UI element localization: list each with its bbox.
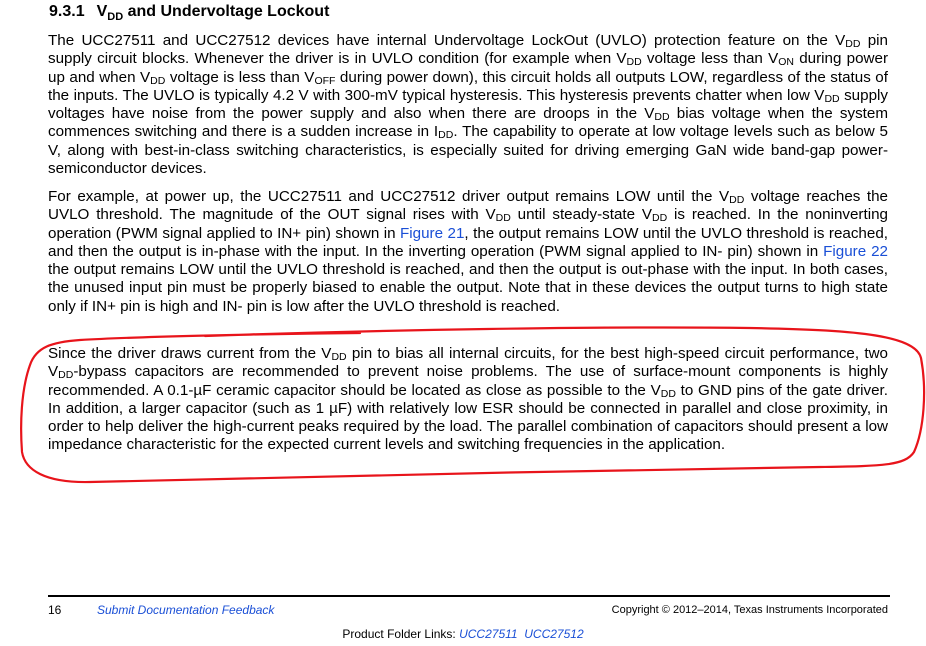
section-number: 9.3.1 — [49, 3, 85, 20]
page-number: 16 — [48, 603, 62, 617]
ucc27511-link[interactable]: UCC27511 — [459, 627, 518, 641]
copyright-notice: Copyright © 2012–2014, Texas Instruments Incorporated — [611, 604, 888, 616]
figure-22-link[interactable]: Figure 22 — [823, 242, 888, 260]
figure-21-link[interactable]: Figure 21 — [400, 224, 465, 242]
paragraph-uvlo-description: The UCC27511 and UCC27512 devices have internal Undervoltage LockOut (UVLO) protection feature on the $V_{DD}$ pin supply circuit blocks. Whenever the driver is in UVLO condition (for example when $V_{DD}$ voltage less than $V_{ON}$ during power up and when $V_{DD}$ voltage is less than $V_{OFF}$ during power down), this circuit holds all outputs LOW, regardless of the status of the inputs. The UVLO is typically 4.2 V with 300-mV typical hysteresis. This hysteresis prevents chatter when low $V_{DD}$ supply voltages have noise from the power supply and also when there are droops in the $V_{DD}$ bias voltage when the system commences switching and there is a sudden increase in $I_{DD}$. The capability to operate at low voltage levels such as below 5 V, along with best-in-class switching characteristics, is especially suited for driving emerging GaN wide band-gap power-semiconductor devices. — [48, 32, 889, 178]
paragraph-power-up-example: For example, at power up, the UCC27511 and UCC27512 driver output remains LOW until the $V_{DD}$ voltage reaches the UVLO threshold. The magnitude of the OUT signal rises with $V_{DD}$ until steady-state $V_{DD}$ is reached. In the noninverting operation (PWM signal applied to IN+ pin) shown in Figure 21, the output remains LOW until the UVLO threshold is reached, and then the output is in-phase with the input. In the inverting operation (PWM signal applied to IN- pin) shown in Figure 22 the output remains LOW until the UVLO threshold is reached, and then the output is out-phase with the input. In both cases, the unused input pin must be properly biased to enable the output. Note that in these devices the output turns to high state only if IN+ pin is high and IN- pin is low after the UVLO threshold is reached. — [48, 188, 889, 315]
paragraph-bypass-capacitors: Since the driver draws current from the $V_{DD}$ pin to bias all internal circuits, for the best high-speed circuit performance, two $V_{DD}$-bypass capacitors are recommended to prevent noise problems. The use of surface-mount components is highly recommended. A 0.1-µF ceramic capacitor should be located as close as possible to the $V_{DD}$ to GND pins of the gate driver. In addition, a larger capacitor (such as 1 µF) with relatively low ESR should be connected in parallel and close proximity, in order to help deliver the high-current peaks required by the load. The parallel combination of capacitors should present a low impedance characteristic for the expected current levels and switching frequencies in the application. — [48, 345, 888, 454]
product-folder-links — [0, 627, 926, 641]
ucc27512-link[interactable]: UCC27512 — [524, 627, 584, 641]
footer-rule — [48, 595, 890, 597]
submit-feedback-link[interactable]: Submit Documentation Feedback — [97, 603, 275, 617]
section-heading: 9.3.1 $V_{DD}$ and Undervoltage Lockout — [49, 3, 330, 24]
product-folder-label: Product Folder Links: — [342, 627, 460, 641]
